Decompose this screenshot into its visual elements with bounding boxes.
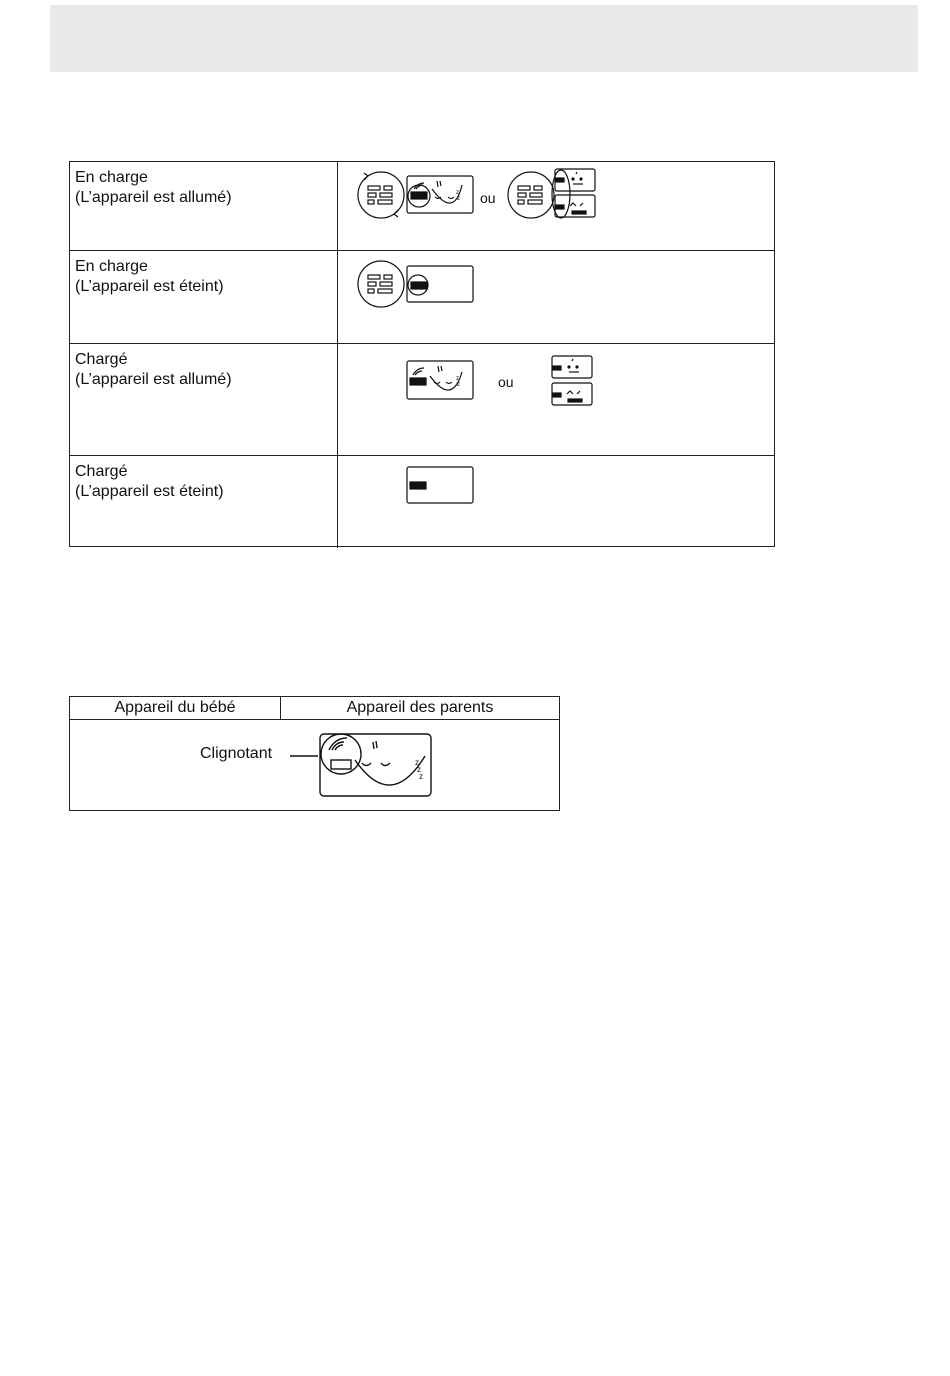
column-header-baby-unit: Appareil du bébé	[70, 697, 281, 719]
charging-on-display-icon	[338, 162, 774, 250]
lcd-display-icon	[407, 467, 473, 503]
battery-icon	[331, 760, 351, 769]
state-text: (L’appareil est allumé)	[75, 371, 232, 388]
row-illustration	[338, 251, 774, 343]
lcd-display-icon	[407, 176, 473, 213]
lcd-display-icon	[552, 356, 592, 405]
charging-status-table	[69, 161, 775, 547]
table-row	[70, 344, 774, 456]
lcd-display-icon	[552, 169, 595, 218]
row-label	[70, 251, 338, 343]
charged-on-display-icon	[338, 344, 774, 455]
lcd-display-icon	[407, 266, 473, 302]
svg-text:z: z	[417, 765, 421, 774]
cycling-arrows-icon	[508, 172, 554, 218]
or-label: ou	[480, 190, 496, 206]
row-label	[70, 456, 338, 548]
blinking-callout-label: Clignotant	[200, 745, 273, 762]
cycling-arrows-icon	[358, 261, 404, 307]
row-label	[70, 162, 338, 250]
page-header-bar	[50, 5, 918, 72]
charged-off-display-icon	[338, 456, 774, 546]
cycling-arrows-icon	[358, 172, 404, 218]
signal-icon	[329, 738, 347, 750]
state-text: (L’appareil est allumé)	[75, 189, 232, 206]
status-text: En charge	[75, 169, 148, 186]
charging-off-display-icon	[338, 251, 774, 343]
low-battery-table	[69, 696, 560, 811]
lcd-display-icon	[407, 361, 473, 399]
svg-text:z: z	[415, 758, 419, 767]
column-header-parent-unit: Appareil des parents	[346, 699, 494, 716]
svg-text:z: z	[419, 772, 423, 781]
table-row	[70, 456, 774, 548]
table-row	[70, 162, 774, 251]
svg-text:z: z	[457, 382, 460, 388]
status-text: En charge	[75, 258, 148, 275]
table-header	[70, 697, 559, 720]
row-illustration	[338, 344, 774, 455]
lcd-display-icon	[320, 734, 431, 796]
row-label	[70, 344, 338, 455]
status-text: Chargé	[75, 463, 128, 480]
row-illustration	[338, 456, 774, 548]
table-row	[70, 251, 774, 344]
low-battery-display-icon	[70, 720, 559, 810]
svg-text:z: z	[456, 376, 459, 382]
svg-text:z: z	[456, 190, 459, 196]
sleeping-face-icon	[355, 741, 425, 785]
svg-text:z: z	[457, 196, 460, 202]
row-illustration	[338, 162, 774, 250]
state-text: (L’appareil est éteint)	[75, 278, 224, 295]
state-text: (L’appareil est éteint)	[75, 483, 224, 500]
or-label: ou	[498, 374, 514, 390]
status-text: Chargé	[75, 351, 128, 368]
